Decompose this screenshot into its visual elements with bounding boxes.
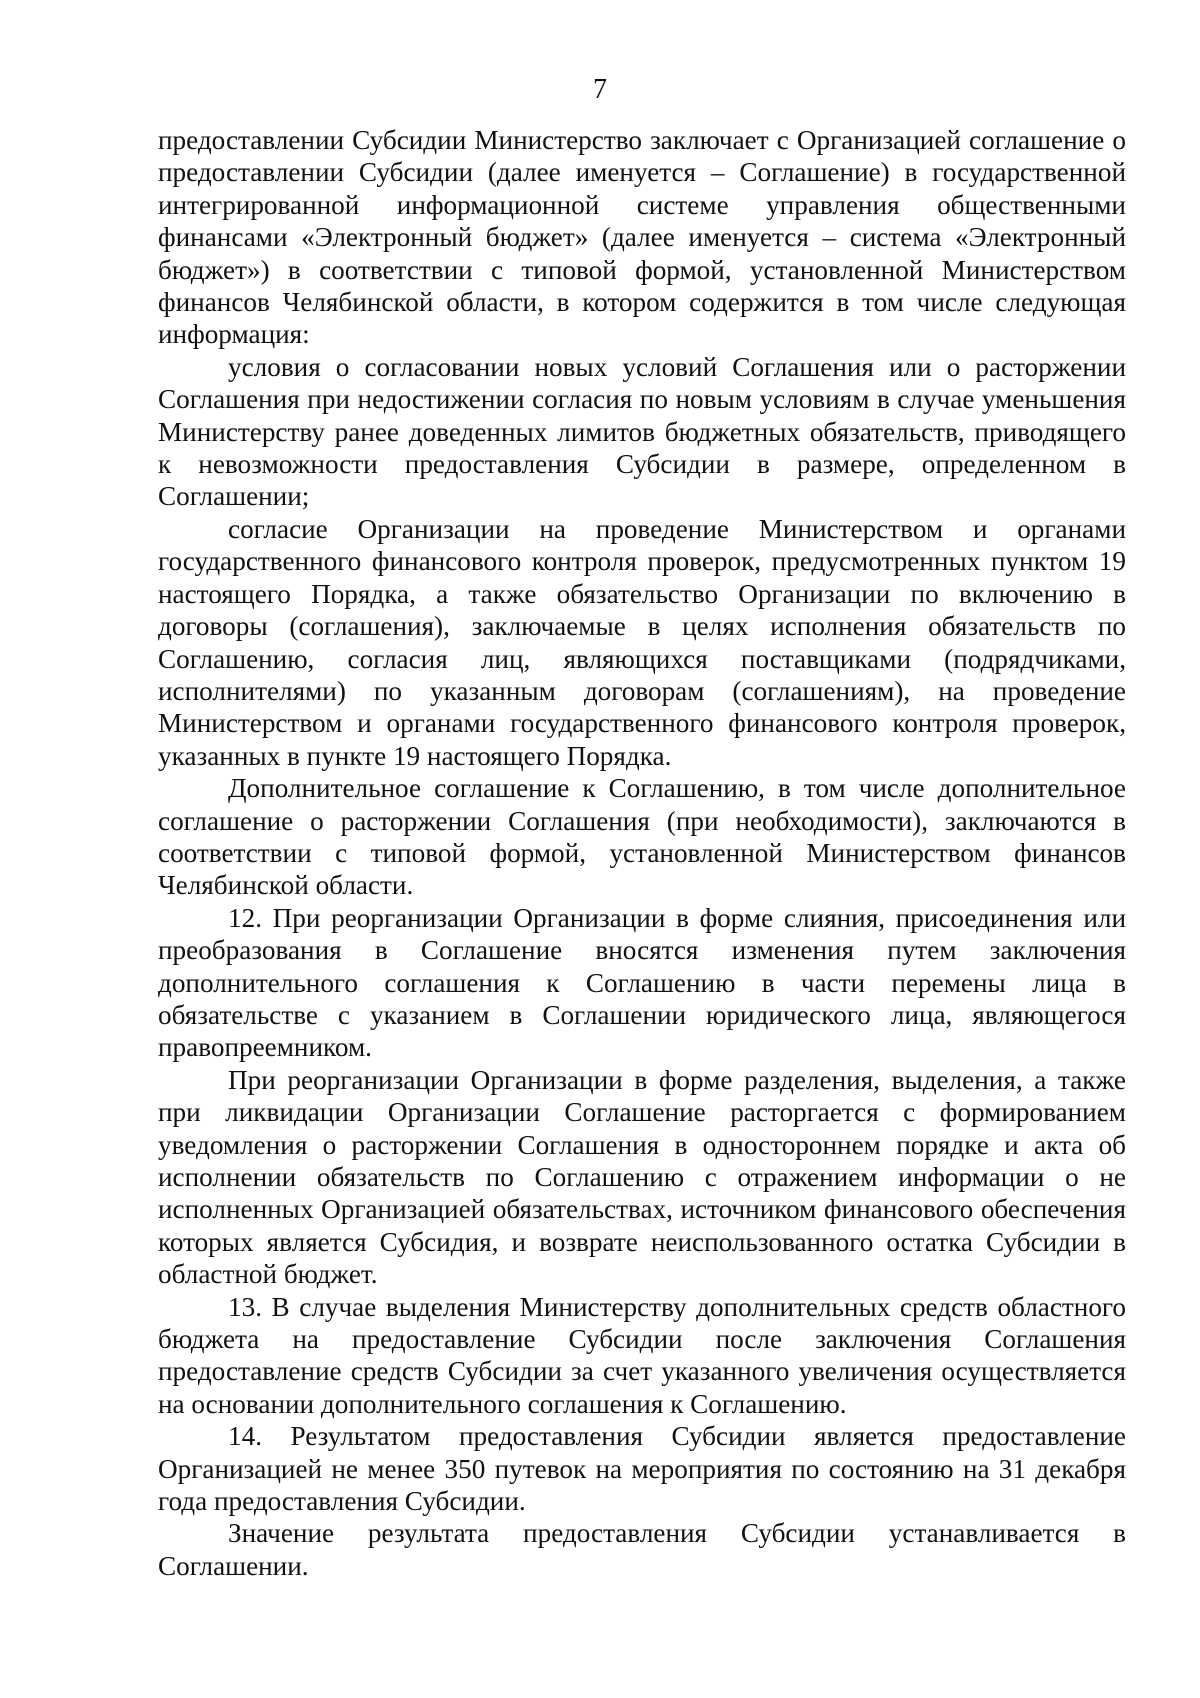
paragraph-clause-12: 12. При реорганизации Организации в форме слияния, присоединения или преобразования в Соглашение вносятся изменения путем заключения дополнительного соглашения к Соглашению в части перемены лица в обязательстве с указанием в Соглашении юридического лица, являющегося правопреемником. xyxy=(158,902,1126,1063)
paragraph-additional-agreement: Дополнительное соглашение к Соглашению, в том числе дополнительное соглашение о расторжении Соглашения (при необходимости), заключаются в соответствии с типовой формой, установленной Министерством финансов Челябинской области. xyxy=(158,773,1126,901)
paragraph-liquidation: При реорганизации Организации в форме разделения, выделения, а также при ликвидации Организации Соглашение расторгается с формированием уведомления о расторжении Соглашения в одностороннем порядке и акта об исполнении обязательств по Соглашению с отражением информации о не исполненных Организацией обязательствах, источником финансового обеспечения которых является Субсидия, и возврате неиспользованного остатка Субсидии в областной бюджет. xyxy=(158,1064,1126,1290)
paragraph-contract-intro: предоставлении Субсидии Министерство заключает с Организацией соглашение о предоставлении Субсидии (далее именуется – Соглашение) в государственной интегрированной информационной системе управления общественными финансами «Электронный бюджет» (далее именуется – система «Электронный бюджет») в соответствии с типовой формой, установленной Министерством финансов Челябинской области, в котором содержится в том числе следующая информация: xyxy=(158,125,1126,350)
page-number: 7 xyxy=(593,74,607,105)
paragraph-clause-14: 14. Результатом предоставления Субсидии является предоставление Организацией не менее 350 путевок на мероприятия по состоянию на 31 декабря года предоставления Субсидии. xyxy=(158,1421,1126,1517)
paragraph-inspection-consent: согласие Организации на проведение Министерством и органами государственного финансового контроля проверок, предусмотренных пунктом 19 настоящего Порядка, а также обязательство Организации по включению в договоры (соглашения), заключаемые в целях исполнения обязательств по Соглашению, согласия лиц, являющихся поставщиками (подрядчиками, исполнителями) по указанным договорам (соглашениям), на проведение Министерством и органами государственного финансового контроля проверок, указанных в пункте 19 настоящего Порядка. xyxy=(158,513,1126,771)
paragraph-clause-13: 13. В случае выделения Министерству дополнительных средств областного бюджета на предоставление Субсидии после заключения Соглашения предоставление средств Субсидии за счет указанного увеличения осуществляется на основании дополнительного соглашения к Соглашению. xyxy=(158,1291,1126,1419)
paragraph-conditions-agreement: условия о согласовании новых условий Соглашения или о расторжении Соглашения при недостижении согласия по новым условиям в случае уменьшения Министерству ранее доведенных лимитов бюджетных обязательств, приводящего к невозможности предоставления Субсидии в размере, определенном в Соглашении; xyxy=(158,351,1126,512)
document-body xyxy=(158,124,1126,1582)
paragraph-result-value: Значение результата предоставления Субсидии устанавливается в Соглашении. xyxy=(158,1518,1126,1581)
